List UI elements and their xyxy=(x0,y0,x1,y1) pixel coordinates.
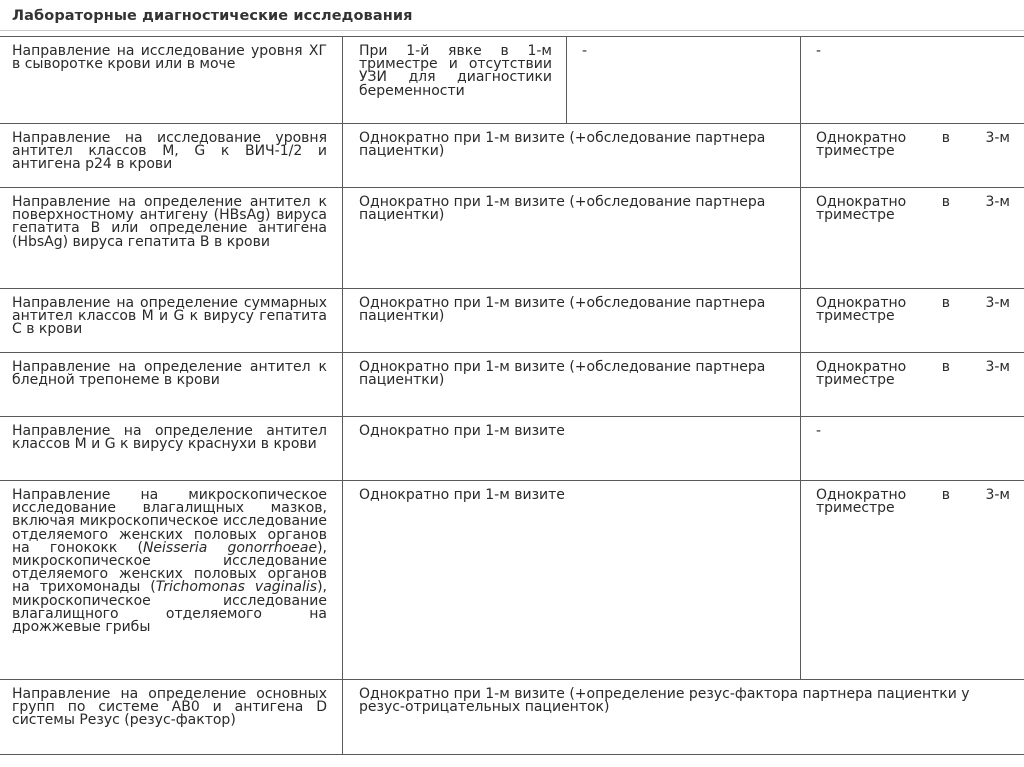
test-text-part: Направление на микроскопическое исследование влагалищных мазков, включая микроскопическое исследование отделяемого женских половых органов на гонококк ( xyxy=(12,487,327,556)
table-row xyxy=(0,288,1024,352)
test-cell xyxy=(0,481,343,679)
third-trimester-cell: Однократно в 3-м триместре xyxy=(816,194,1010,224)
table-row xyxy=(0,679,1024,755)
title-divider xyxy=(0,30,1024,31)
test-text-part: ), микроскопическое исследование влагалищного отделяемого на дрожжевые грибы xyxy=(12,579,327,636)
table-row xyxy=(0,416,1024,480)
third-trimester-cell: Однократно в 3-м триместре xyxy=(816,359,1010,389)
schedule-cell: Однократно при 1-м визите (+обследование партнера пациентки) xyxy=(343,124,801,187)
latin-species-name: Neisseria gonorrhoeae xyxy=(142,539,318,556)
test-cell: Направление на исследование уровня антител классов M, G к ВИЧ-1/2 и антигена p24 в крови xyxy=(0,124,343,187)
test-cell: Направление на исследование уровня ХГ в сыворотке крови или в моче xyxy=(0,37,343,123)
schedule-cell-extra: - xyxy=(567,37,801,123)
table-title: Лабораторные диагностические исследования xyxy=(12,8,413,24)
test-cell: Направление на определение суммарных антител классов M и G к вирусу гепатита C в крови xyxy=(0,289,343,352)
table-row xyxy=(0,352,1024,416)
test-cell: Направление на определение антител классов M и G к вирусу краснухи в крови xyxy=(0,417,343,480)
table-row xyxy=(0,187,1024,288)
schedule-cell: Однократно при 1-м визите xyxy=(343,417,801,480)
test-text-part: ), микроскопическое исследование отделяемого женских половых органов на трихомонады ( xyxy=(12,539,328,596)
third-trimester-cell: Однократно в 3-м триместре xyxy=(816,487,1010,517)
schedule-cell: При 1-й явке в 1-м триместре и отсутствии УЗИ для диагностики беременности xyxy=(343,37,567,123)
schedule-cell: Однократно при 1-м визите xyxy=(343,481,801,679)
test-cell: Направление на определение антител к бледной трепонеме в крови xyxy=(0,353,343,416)
latin-species-name: Trichomonas vaginalis xyxy=(155,579,318,596)
table-bottom-border xyxy=(0,754,1024,755)
schedule-cell: Однократно при 1-м визите (+обследование партнера пациентки) xyxy=(343,188,801,288)
schedule-cell: Однократно при 1-м визите (+обследование партнера пациентки) xyxy=(343,353,801,416)
test-cell: Направление на определение антител к поверхностному антигену (HBsAg) вируса гепатита B или определение антигена (HbsAg) вируса гепатита B в крови xyxy=(0,188,343,288)
table-row xyxy=(0,123,1024,187)
schedule-cell: Однократно при 1-м визите (+определение резус-фактора партнера пациентки у резус-отрицательных пациенток) xyxy=(359,686,970,716)
table-row xyxy=(0,480,1024,679)
table-row xyxy=(0,36,1024,123)
schedule-cell: Однократно при 1-м визите (+обследование партнера пациентки) xyxy=(343,289,801,352)
third-trimester-cell: Однократно в 3-м триместре xyxy=(816,130,1010,160)
third-trimester-cell: - xyxy=(816,423,822,439)
third-trimester-cell: Однократно в 3-м триместре xyxy=(816,295,1010,325)
test-cell: Направление на определение основных групп по системе AB0 и антигена D системы Резус (резус-фактор) xyxy=(0,680,343,755)
third-trimester-cell: - xyxy=(816,43,822,59)
